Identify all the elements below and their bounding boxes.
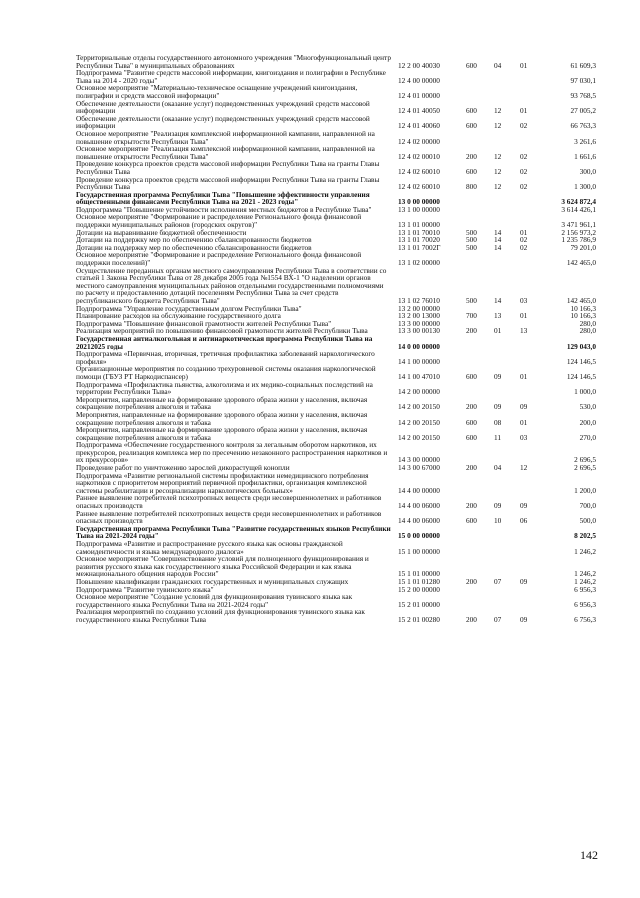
row-code: 13 2 00 00000	[398, 303, 440, 313]
table-row	[76, 335, 596, 350]
row-pr: 14	[494, 242, 502, 252]
row-sum: 1 000,0	[574, 387, 596, 397]
row-code: 14 4 00 06000	[398, 501, 440, 511]
row-name: Подпрограмма "Развитие средств массовой информации, книгоиздания и полиграфии в Республике Тыва на 2014 - 2020 годы"	[76, 68, 386, 85]
row-code: 14 4 00 06000	[398, 516, 440, 526]
row-name: Осуществление переданных органам местного самоуправления Республики Тыва в соответствии со статьей 1 Закона Республики Тыва от 28 декабря 2005 года №1554 ВХ-1 "О наделении органов местного самоуправления муниципальных районов отдельными государственными полномочиями по расчету и предоставлению дотаций поселениям Республики Тыва за счет средств республиканского бюджета Республики Тыва"	[76, 265, 387, 305]
row-sum: 27 005,2	[570, 106, 596, 116]
row-sum: 1 246,2	[574, 546, 596, 556]
row-rz: 200	[466, 463, 477, 473]
row-pr: 09	[494, 501, 502, 511]
row-sum: 500,0	[579, 516, 596, 526]
row-code: 15 0 00 00000	[398, 531, 440, 541]
row-name: Подпрограмма "Повышение финансовой грамотности жителей Республики Тыва"	[76, 318, 332, 328]
row-pr: 14	[494, 227, 502, 237]
row-name: Раннее выявление потребителей психотропных веществ среди несовершеннолетних и работников опасных производств	[76, 493, 382, 511]
row-code: 12 4 01 00000	[398, 90, 440, 100]
table-row	[76, 426, 596, 441]
row-code: 12 4 01 40060	[398, 121, 440, 131]
row-name: Проведение конкурса проектов средств массовой информации Республики Тыва на гранты Главы Республики Тыва	[76, 174, 380, 192]
row-rz: 600	[466, 106, 477, 116]
row-name: Подпрограмма "Управление государственным долгом Республики Тыва"	[76, 303, 302, 313]
table-row	[76, 267, 596, 305]
row-name: Основное мероприятие "Реализация комплексной информационной кампании, направленной на повышение открытости Республики Тыва"	[76, 144, 375, 161]
row-name: Дотации на выравнивание бюджетной обеспеченности	[76, 227, 247, 237]
table-row	[76, 176, 596, 191]
row-sum: 300,0	[579, 166, 596, 176]
table-row	[76, 145, 596, 160]
row-vr: 02	[520, 235, 528, 245]
row-pr: 01	[494, 326, 502, 336]
row-code: 13 0 00 00000	[398, 197, 440, 207]
row-name: Дотации на поддержку мер по обеспечению сбалансированности бюджетов	[76, 242, 312, 252]
row-name: Подпрограмма «Развитие и распространение русского языка как основы гражданской самоидентичности и языка международного диалога»	[76, 539, 343, 556]
row-code: 13 3 00 00130	[398, 326, 440, 336]
row-vr: 01	[520, 227, 528, 237]
row-pr: 13	[494, 311, 502, 321]
row-vr: 12	[520, 463, 528, 473]
row-vr: 09	[520, 501, 528, 511]
row-code: 15 1 01 00000	[398, 569, 440, 579]
row-vr: 09	[520, 614, 528, 624]
row-sum: 6 756,3	[574, 614, 596, 624]
row-code: 14 4 00 00000	[398, 485, 440, 495]
row-sum: 66 763,3	[570, 121, 596, 131]
row-code: 13 1 02 00000	[398, 258, 440, 268]
row-name: Подпрограмма «Первичная, вторичная, третичная профилактика заболеваний наркологического профиля»	[76, 349, 375, 366]
row-sum: 280,0	[579, 326, 596, 336]
row-name: Проведение работ по уничтожению зарослей дикорастущей конопли	[76, 463, 290, 473]
table-row	[76, 350, 596, 365]
row-sum: 124 146,5	[566, 356, 596, 366]
row-vr: 09	[520, 402, 528, 412]
row-code: 12 4 02 00000	[398, 136, 440, 146]
row-name: Мероприятия, направленные на формирование здорового образа жизни у населения, включая сокращение потребления алкоголя и табака	[76, 394, 368, 412]
row-code: 14 2 00 00000	[398, 387, 440, 397]
row-sum: 129 043,0	[566, 341, 596, 351]
row-code: 14 1 00 00000	[398, 356, 440, 366]
row-vr: 02	[520, 166, 528, 176]
row-rz: 600	[466, 60, 477, 70]
row-sum: 3 471 961,1	[561, 220, 596, 230]
row-code: 15 2 01 00280	[398, 614, 440, 624]
row-rz: 600	[466, 417, 477, 427]
row-name: Организационные мероприятия по созданию трехуровневой системы оказания наркологической помощи (ГБУЗ РТ Наркодиспансер)	[76, 364, 376, 381]
row-name: Проведение конкурса проектов средств массовой информации Республики Тыва на гранты Главы Республики Тыва	[76, 159, 380, 176]
table-row	[76, 441, 596, 464]
row-vr: 13	[520, 326, 528, 336]
row-name: Основное мероприятие "Формирование и распределение Регионального фонда финансовой поддержки поселений)"	[76, 250, 362, 268]
row-name: Основное мероприятие "Формирование и распределение Регионального фонда финансовой поддержки муниципальных районов (городских округов)"	[76, 212, 362, 230]
row-vr: 01	[520, 311, 528, 321]
table-row	[76, 100, 596, 115]
row-sum: 1 246,2	[574, 569, 596, 579]
row-name: Подпрограмма «Обеспечение государственного контроля за легальным оборотом наркотиков, их прекурсоров, реализация комплекса мер по пресечению незаконного распространения наркотиков и их прекурсоров»	[76, 440, 388, 465]
row-vr: 02	[520, 151, 528, 161]
row-rz: 700	[466, 311, 477, 321]
row-code: 14 2 00 20150	[398, 402, 440, 412]
row-name: Основное мероприятие "Материально-техническое оснащение учреждений книгоиздания, полиграфии и средств массовой информации"	[76, 83, 358, 100]
row-code: 12 4 02 00010	[398, 151, 440, 161]
row-sum: 142 465,0	[566, 258, 596, 268]
row-name: Повышение квалификации гражданских государственных и муниципальных служащих	[76, 576, 349, 586]
row-code: 14 2 00 20150	[398, 432, 440, 442]
row-sum: 8 202,5	[574, 531, 596, 541]
row-code: 13 1 00 00000	[398, 204, 440, 214]
row-rz: 500	[466, 242, 477, 252]
row-name: Основное мероприятие "Создание условий для функционирования тувинского языка как государственного языка Республики Тыва на 2021-2024 годы"	[76, 592, 353, 609]
row-name: Территориальные отделы государственного автономного учреждения "Многофункциональный центр Республики Тыва" в муниципальных образованиях	[76, 53, 391, 70]
row-code: 14 3 00 00000	[398, 455, 440, 465]
row-sum: 6 956,3	[574, 599, 596, 609]
row-rz: 600	[466, 121, 477, 131]
row-code: 13 1 01 00000	[398, 220, 440, 230]
row-rz: 200	[466, 151, 477, 161]
row-pr: 07	[494, 576, 502, 586]
row-rz: 600	[466, 166, 477, 176]
row-vr: 03	[520, 296, 528, 305]
row-code: 14 1 00 47010	[398, 371, 440, 381]
row-sum: 280,0	[579, 318, 596, 328]
row-sum: 1 300,0	[574, 182, 596, 192]
row-name: Государственная программа Республики Тыва "Повышение эффективности управления общественными финансами Республики Тыва на 2021 - 2023 годы"	[76, 189, 370, 207]
row-name: Государственная программа Республики Тыва "Развитие государственных языков Республики Тыва на 2021-2024 годы"	[76, 523, 391, 541]
row-rz: 500	[466, 235, 477, 245]
row-code: 12 4 00 00000	[398, 75, 440, 85]
table-row	[76, 365, 596, 380]
row-code: 13 1 01 7002Г	[398, 242, 441, 252]
row-sum: 124 146,5	[566, 371, 596, 381]
row-sum: 3 614 426,1	[561, 204, 596, 214]
row-code: 12 4 01 40050	[398, 106, 440, 116]
table-row	[76, 525, 596, 540]
row-rz: 200	[466, 576, 477, 586]
row-rz: 500	[466, 227, 477, 237]
row-code: 13 1 01 70010	[398, 227, 440, 237]
row-rz: 600	[466, 432, 477, 442]
row-vr: 01	[520, 371, 528, 381]
row-name: Подпрограмма "Повышение устойчивости исполнения местных бюджетов в Республике Тыва"	[76, 204, 372, 214]
row-pr: 04	[494, 463, 502, 473]
row-sum: 10 166,3	[570, 311, 596, 321]
table-row	[76, 593, 596, 608]
row-name: Обеспечение деятельности (оказание услуг) подведомственных учреждений средств массовой информации	[76, 98, 370, 116]
row-pr: 09	[494, 402, 502, 412]
row-pr: 12	[494, 182, 502, 192]
row-sum: 2 696,5	[574, 455, 596, 465]
row-sum: 2 696,5	[574, 463, 596, 473]
row-code: 12 2 00 40030	[398, 60, 440, 70]
row-rz: 200	[466, 501, 477, 511]
row-vr: 06	[520, 516, 528, 526]
row-pr: 08	[494, 417, 502, 427]
budget-table	[76, 54, 596, 624]
row-sum: 10 166,3	[570, 303, 596, 313]
row-name: Основное мероприятие "Реализация комплексной информационной кампании, направленной на повышение открытости Республики Тыва"	[76, 128, 375, 146]
table-row	[76, 130, 596, 145]
row-name: Реализация мероприятий по созданию условий для функционирования тувинского языка как государственного языка Республики Тыва	[76, 607, 365, 624]
row-vr: 01	[520, 60, 528, 70]
row-sum: 93 768,5	[570, 90, 596, 100]
row-name: Дотации на поддержку мер по обеспечению сбалансированности бюджетов	[76, 235, 312, 245]
row-vr: 03	[520, 432, 528, 442]
row-pr: 12	[494, 166, 502, 176]
row-name: Государственная антиалкогольная и антинаркотическая программа Республики Тыва на 20212025 годы	[76, 333, 373, 351]
row-sum: 530,0	[579, 402, 596, 412]
row-sum: 61 609,3	[570, 60, 596, 70]
table-row	[76, 84, 596, 99]
table-row	[76, 191, 596, 206]
row-name: Мероприятия, направленные на формирование здорового образа жизни у населения, включая сокращение потребления алкоголя и табака	[76, 425, 368, 442]
table-row	[76, 160, 596, 175]
row-rz: 200	[466, 614, 477, 624]
row-vr: 09	[520, 576, 528, 586]
row-code: 13 2 00 13000	[398, 311, 440, 321]
table-row	[76, 510, 596, 525]
row-vr: 01	[520, 417, 528, 427]
row-name: Обеспечение деятельности (оказание услуг) подведомственных учреждений средств массовой информации	[76, 113, 370, 131]
row-code: 12 4 02 60010	[398, 182, 440, 192]
row-sum: 270,0	[579, 432, 596, 442]
row-sum: 200,0	[579, 417, 596, 427]
row-code: 15 1 00 00000	[398, 546, 440, 556]
row-rz: 800	[466, 182, 477, 192]
row-code: 13 1 01 70020	[398, 235, 440, 245]
row-name: Подпрограмма «Развитие региональной системы профилактики немедицинского потребления наркотиков с приоритетом мероприятий первичной профилактики, организация комплексной системы реабилитации и ресоциализации наркологических больных»	[76, 470, 369, 495]
row-pr: 14	[494, 296, 502, 305]
table-row	[76, 608, 596, 623]
row-sum: 3 261,6	[574, 136, 596, 146]
table-row	[76, 69, 596, 84]
row-name: Основное мероприятие "Совершенствование условий для полноценного функционирования и развития русского языка как государственного языка Российской Федерации и как языка межнационального общения народов России"	[76, 554, 369, 579]
row-pr: 09	[494, 371, 502, 381]
table-row	[76, 251, 596, 266]
row-code: 12 4 02 60010	[398, 166, 440, 176]
row-code: 13 1 02 76010	[398, 296, 440, 305]
row-name: Планирование расходов на обслуживание государственного долга	[76, 311, 281, 321]
table-row	[76, 494, 596, 509]
row-code: 15 2 00 00000	[398, 584, 440, 594]
row-code: 15 1 01 01280	[398, 576, 440, 586]
row-name: Подпрограмма «Профилактика пьянства, алкоголизма и их медико-социальных последствий на территории Республики Тыва»	[76, 379, 373, 397]
row-pr: 04	[494, 60, 502, 70]
row-name: Мероприятия, направленные на формирование здорового образа жизни у населения, включая сокращение потребления алкоголя и табака	[76, 409, 368, 427]
table-row	[76, 381, 596, 396]
row-sum: 97 030,1	[570, 75, 596, 85]
row-sum: 1 246,2	[574, 576, 596, 586]
row-pr: 12	[494, 106, 502, 116]
page-number: 142	[580, 848, 598, 862]
row-code: 13 3 00 00000	[398, 318, 440, 328]
table-row	[76, 396, 596, 411]
row-sum: 79 201,0	[570, 242, 596, 252]
row-rz: 600	[466, 516, 477, 526]
table-row	[76, 540, 596, 555]
row-rz: 200	[466, 402, 477, 412]
row-pr: 12	[494, 151, 502, 161]
row-sum: 2 156 973,2	[561, 227, 596, 237]
row-rz: 500	[466, 296, 477, 305]
table-row	[76, 555, 596, 578]
row-pr: 12	[494, 121, 502, 131]
row-vr: 01	[520, 106, 528, 116]
row-name: Реализация мероприятий по повышению финансовой грамотности жителей Республики Тыва	[76, 326, 368, 336]
row-name: Подпрограмма "Развитие тувинского языка"	[76, 584, 214, 594]
row-pr: 14	[494, 235, 502, 245]
table-row	[76, 472, 596, 495]
row-code: 15 2 01 00000	[398, 599, 440, 609]
row-rz: 200	[466, 326, 477, 336]
row-sum: 700,0	[579, 501, 596, 511]
row-code: 14 2 00 20150	[398, 417, 440, 427]
row-pr: 11	[494, 432, 502, 442]
row-rz: 600	[466, 371, 477, 381]
row-pr: 10	[494, 516, 502, 526]
row-sum: 6 956,3	[574, 584, 596, 594]
row-vr: 02	[520, 242, 528, 252]
table-row	[76, 115, 596, 130]
row-name: Раннее выявление потребителей психотропных веществ среди несовершеннолетних и работников опасных производств	[76, 508, 382, 526]
table-row	[76, 213, 596, 228]
row-code: 14 3 00 67000	[398, 463, 440, 473]
row-vr: 02	[520, 121, 528, 131]
row-sum: 142 465,0	[566, 296, 596, 305]
table-row	[76, 411, 596, 426]
table-row	[76, 54, 596, 69]
row-pr: 07	[494, 614, 502, 624]
row-vr: 02	[520, 182, 528, 192]
row-sum: 1 235 786,9	[561, 235, 596, 245]
row-sum: 3 624 872,4	[561, 197, 596, 207]
row-sum: 1 661,6	[574, 151, 596, 161]
row-code: 14 0 00 00000	[398, 341, 440, 351]
row-sum: 1 200,0	[574, 485, 596, 495]
